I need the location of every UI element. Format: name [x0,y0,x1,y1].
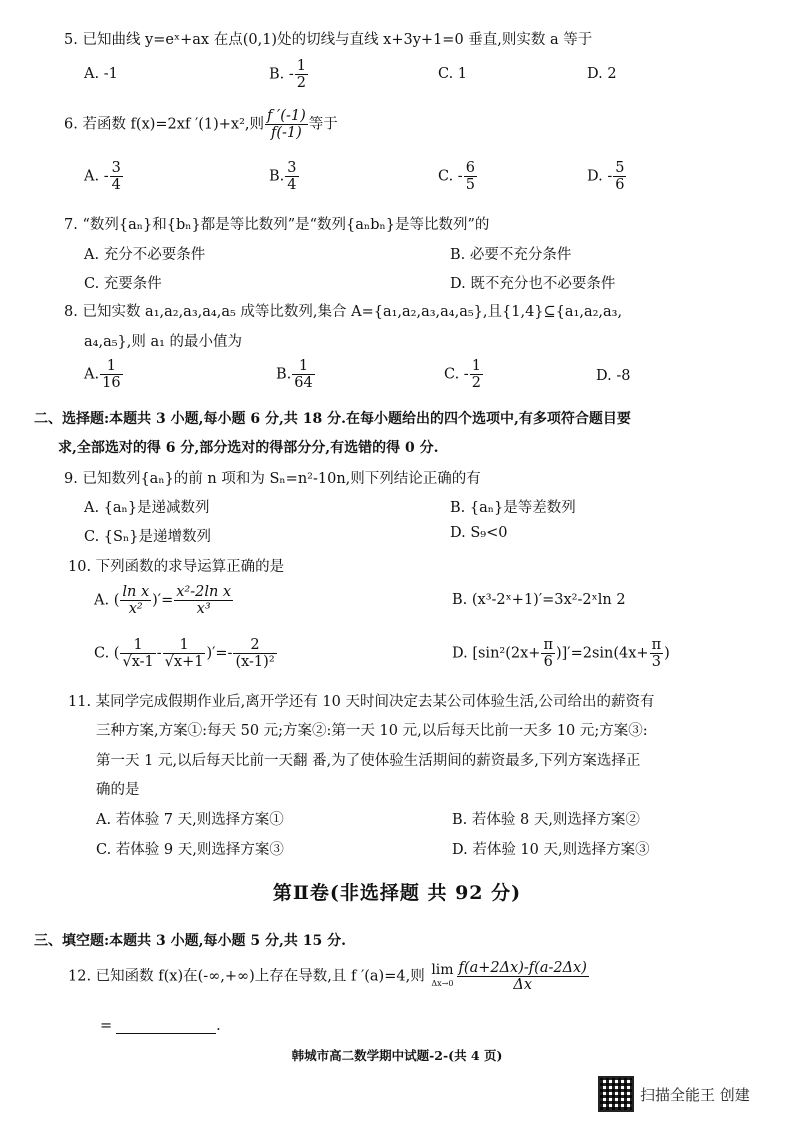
q6-option-a: A. - $\frac{3}{4}$ [84,160,121,193]
q12-answer-blank[interactable]: = . [100,1018,221,1034]
q5-option-c: C. 1 [438,66,468,82]
q7-stem: 7. “数列{aₙ}和{bₙ}都是等比数列”是“数列{aₙbₙ}是等比数列”的 [64,217,490,233]
q11-option-c: C. 若体验 9 天,则选择方案③ [96,842,284,858]
qr-code-icon [598,1076,634,1112]
q7-option-b: B. 必要不充分条件 [450,247,572,263]
q10-option-d: D. [sin²(2x+ $\frac{\pi}{6}$ )]′=2sin(4x+ $\frac{\pi}{3}$ ) [452,637,670,670]
q8-stem-line1: 8. 已知实数 a₁,a₂,a₃,a₄,a₅ 成等比数列,集合 A={a₁,a₂,a₃,a₄,a₅},且{1,4}⊆{a₁,a₂,a₃, [64,304,623,320]
q8-option-a: A. $\frac{1}{16}$ [84,358,121,391]
part2-title: 第Ⅱ卷(非选择题 共 92 分) [272,882,522,904]
q10-option-a: A. ( $\frac{\text{ln x}}{\text{x²}}$ )′= $\frac{\text{x²-2ln x}}{\text{x³}}$ [94,584,232,617]
q11-option-a: A. 若体验 7 天,则选择方案① [96,812,284,828]
page-footer: 韩城市高二数学期中试题-2-(共 4 页) [291,1048,503,1063]
q7-option-d: D. 既不充分也不必要条件 [450,276,616,292]
q6-option-b: B. $\frac{3}{4}$ [269,160,297,193]
q8-option-c: C. - $\frac{1}{2}$ [444,358,481,391]
q5-stem: 5. 已知曲线 y=eˣ+ax 在点(0,1)处的切线与直线 x+3y+1=0 垂直,则实数 a 等于 [64,32,593,48]
q11-stem-line3: 第一天 1 元,以后每天比前一天翻 番,为了使体验生活期间的薪资最多,下列方案选择正 [96,753,641,769]
section3-instructions: 三、填空题:本题共 3 小题,每小题 5 分,共 15 分. [34,933,346,949]
q8-option-d: D. -8 [596,368,631,384]
limit-operator: lim Δx→0 [431,961,454,988]
q6-option-c: C. - $\frac{6}{5}$ [438,160,475,193]
q5-option-d: D. 2 [587,66,617,82]
q12-stem: 12. 已知函数 f(x)在(-∞,+∞)上存在导数,且 f ′(a)=4,则 lim Δx→0 $\frac{f(a+2\Delta x)-f(a-2\Delta x)}{\Delta x}$ [68,960,587,993]
q10-option-b: B. (x³-2ˣ+1)′=3x²-2ˣln 2 [452,592,626,608]
section2-instructions-line1: 二、选择题:本题共 3 小题,每小题 6 分,共 18 分.在每小题给出的四个选项中,有多项符合题目要 [34,411,631,427]
q9-option-a: A. {aₙ}是递减数列 [84,500,210,516]
q11-option-d: D. 若体验 10 天,则选择方案③ [452,842,650,858]
q6-option-d: D. - $\frac{5}{6}$ [587,160,625,193]
q8-stem-line2: a₄,a₅},则 a₁ 的最小值为 [84,334,243,350]
answer-line[interactable] [116,1021,216,1034]
scanner-watermark-text: 扫描全能王 创建 [640,1086,750,1104]
q10-option-c: C. ( $\frac{1}{√x-1}$ - $\frac{1}{√x+1}$ )′=- $\frac{2}{\text{(x-1)²}}$ [94,637,275,670]
q8-option-b: B. $\frac{1}{64}$ [276,358,313,391]
q11-stem-line4: 确的是 [96,782,140,798]
q10-stem: 10. 下列函数的求导运算正确的是 [68,559,285,575]
q9-option-b: B. {aₙ}是等差数列 [450,500,576,516]
q9-stem: 9. 已知数列{aₙ}的前 n 项和为 Sₙ=n²-10n,则下列结论正确的有 [64,471,481,487]
q6-stem: 6. 若函数 f(x)=2xf ′(1)+x²,则 $\frac{f '(-1)}{f(-1)}$ 等于 [64,108,338,141]
q7-option-a: A. 充分不必要条件 [84,247,206,263]
q11-stem-line2: 三种方案,方案①:每天 50 元;方案②:第一天 10 元,以后每天比前一天多 10 元;方案③: [96,723,648,739]
q5-option-a: A. -1 [84,66,118,82]
q11-option-b: B. 若体验 8 天,则选择方案② [452,812,640,828]
section2-instructions-line2: 求,全部选对的得 6 分,部分选对的得部分分,有选错的得 0 分. [58,440,439,456]
q5-option-b: B. - $\frac{1}{2}$ [269,58,307,91]
q9-option-d: D. S₉<0 [450,525,508,541]
q9-option-c: C. {Sₙ}是递增数列 [84,529,211,545]
q11-stem-line1: 11. 某同学完成假期作业后,离开学还有 10 天时间决定去某公司体验生活,公司给出的薪资有 [68,694,655,710]
q7-option-c: C. 充要条件 [84,276,162,292]
